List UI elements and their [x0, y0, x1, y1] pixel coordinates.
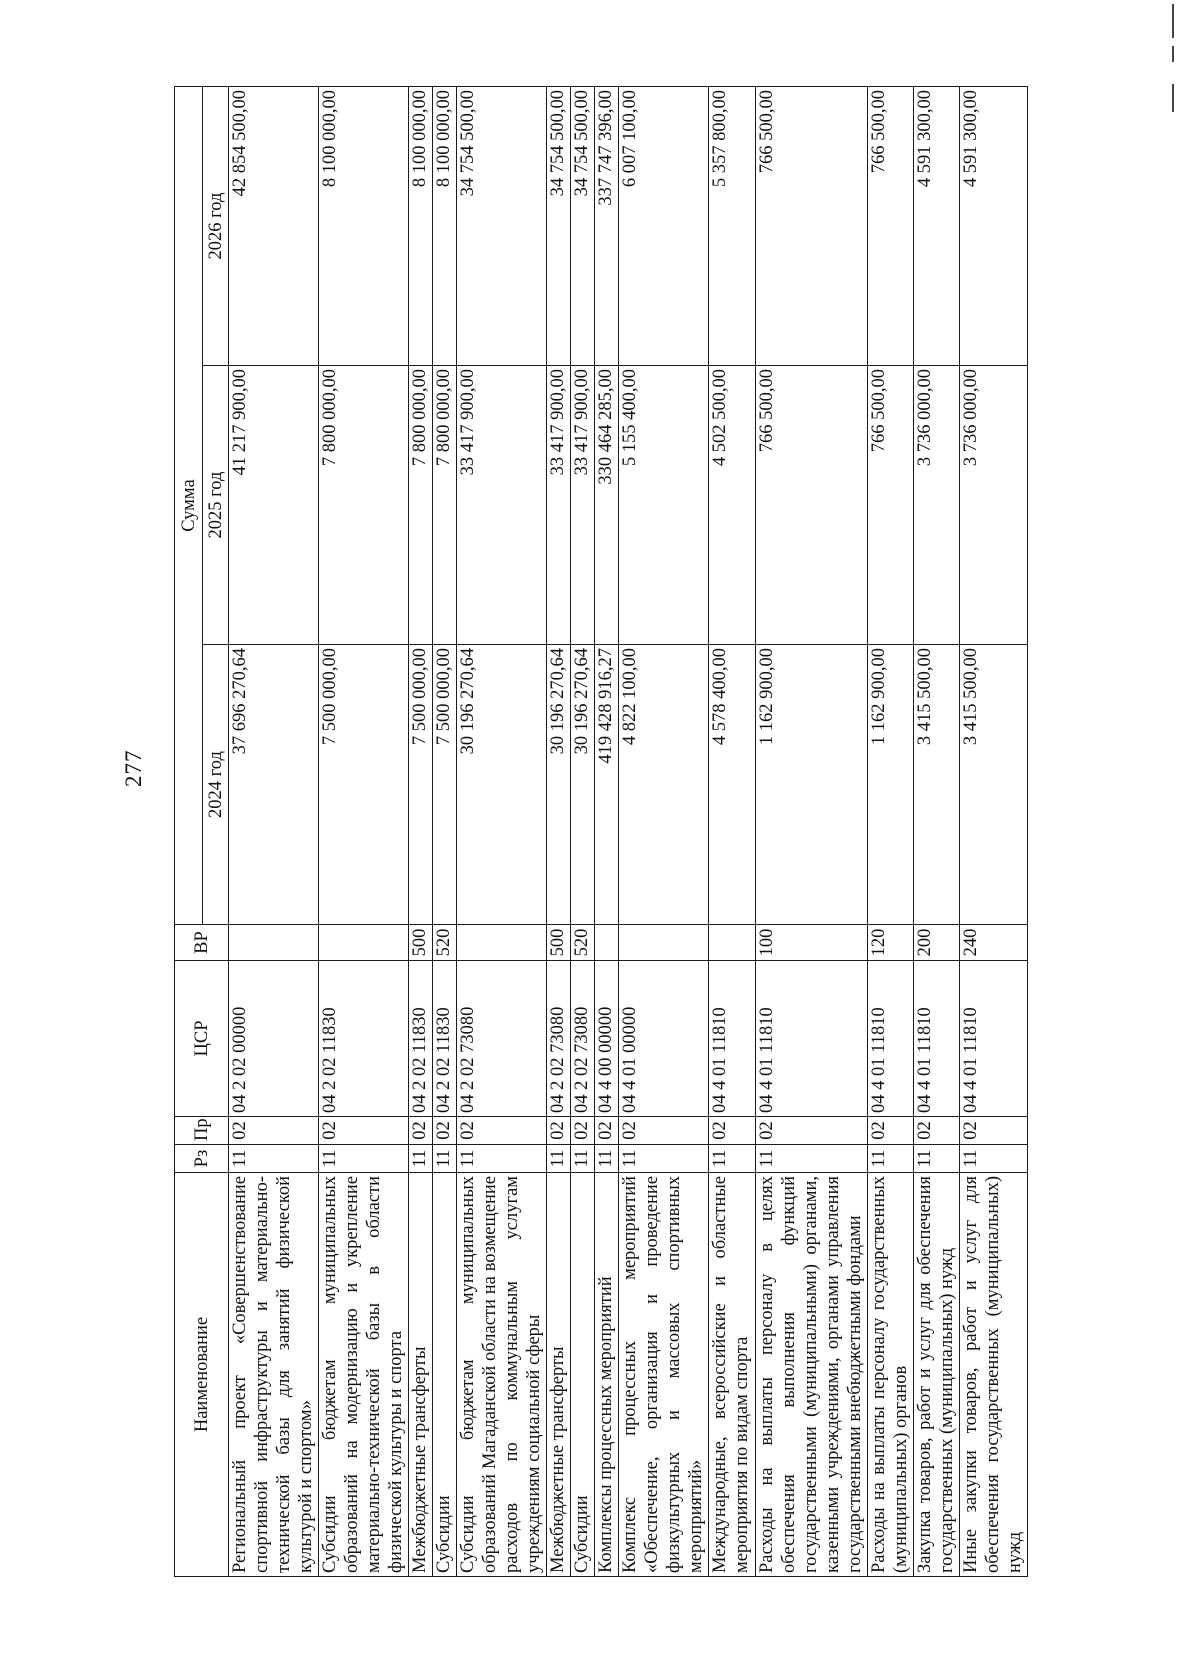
- row-2025: 4 502 500,00: [709, 366, 755, 645]
- row-pr: 02: [709, 1117, 755, 1145]
- row-2025: 33 417 900,00: [546, 366, 570, 645]
- table-row: [595, 87, 619, 1577]
- scan-margin-mark: [1172, 4, 1174, 38]
- row-csr: 04 2 02 73080: [546, 961, 570, 1117]
- row-2026: 766 500,00: [867, 87, 913, 366]
- row-vr: 120: [867, 925, 913, 961]
- row-name: Комплекс процессных мероприятий «Обеспечение, организация и проведение физкультурных и массовых спортивных мероприятий»: [619, 1173, 709, 1577]
- header-rz: Рз: [175, 1145, 229, 1173]
- header-pr: Пр: [175, 1117, 229, 1145]
- row-rz: 11: [867, 1145, 913, 1173]
- row-rz: 11: [619, 1145, 709, 1173]
- row-vr: [709, 925, 755, 961]
- row-name: Межбюджетные трансферты: [408, 1173, 432, 1577]
- row-2026: 337 747 396,00: [595, 87, 619, 366]
- row-csr: 04 2 02 00000: [229, 961, 319, 1117]
- row-pr: 02: [546, 1117, 570, 1145]
- rotated-table-wrapper: [174, 87, 1028, 1577]
- row-2026: 34 754 500,00: [546, 87, 570, 366]
- row-2024: 419 428 916,27: [595, 645, 619, 925]
- row-2026: 766 500,00: [755, 87, 867, 366]
- row-name: Межбюджетные трансферты: [546, 1173, 570, 1577]
- row-2025: 7 800 000,00: [432, 366, 456, 645]
- page-number: 277: [121, 749, 146, 787]
- row-2026: 6 007 100,00: [619, 87, 709, 366]
- row-2024: 3 415 500,00: [960, 645, 1028, 925]
- row-pr: 02: [408, 1117, 432, 1145]
- row-name: Субсидии бюджетам муниципальных образований на модернизацию и укрепление материально-технической базы в области физической культуры и спорта: [318, 1173, 408, 1577]
- row-rz: 11: [755, 1145, 867, 1173]
- row-2026: 5 357 800,00: [709, 87, 755, 366]
- row-2026: 8 100 000,00: [318, 87, 408, 366]
- row-pr: 02: [318, 1117, 408, 1145]
- row-2026: 8 100 000,00: [432, 87, 456, 366]
- row-2024: 1 162 900,00: [755, 645, 867, 925]
- row-2024: 30 196 270,64: [456, 645, 546, 925]
- row-csr: 04 4 01 11810: [709, 961, 755, 1117]
- row-vr: 200: [913, 925, 959, 961]
- row-pr: 02: [960, 1117, 1028, 1145]
- table-row: [619, 87, 709, 1577]
- row-2024: 7 500 000,00: [432, 645, 456, 925]
- row-rz: 11: [960, 1145, 1028, 1173]
- scan-margin-mark: [1172, 84, 1174, 112]
- row-2025: 7 800 000,00: [318, 366, 408, 645]
- row-rz: 11: [456, 1145, 546, 1173]
- table-row: [570, 87, 594, 1577]
- row-csr: 04 4 00 00000: [595, 961, 619, 1117]
- row-csr: 04 2 02 73080: [456, 961, 546, 1117]
- header-2025: 2025 год: [203, 366, 229, 645]
- row-vr: [229, 925, 319, 961]
- row-name: Комплексы процессных мероприятий: [595, 1173, 619, 1577]
- table-row: [318, 87, 408, 1577]
- table-row: [755, 87, 867, 1577]
- row-csr: 04 2 02 73080: [570, 961, 594, 1117]
- table-row: [229, 87, 319, 1577]
- row-pr: 02: [619, 1117, 709, 1145]
- table-row: [709, 87, 755, 1577]
- header-sum: Сумма: [175, 87, 203, 925]
- row-vr: [595, 925, 619, 961]
- table-row: [546, 87, 570, 1577]
- scan-margin-mark: [1172, 46, 1174, 62]
- row-pr: 02: [595, 1117, 619, 1145]
- row-csr: 04 4 01 11810: [755, 961, 867, 1117]
- row-rz: 11: [709, 1145, 755, 1173]
- row-vr: 520: [570, 925, 594, 961]
- row-2026: 42 854 500,00: [229, 87, 319, 366]
- row-2024: 7 500 000,00: [408, 645, 432, 925]
- row-2025: 766 500,00: [867, 366, 913, 645]
- table-row: [913, 87, 959, 1577]
- row-vr: 520: [432, 925, 456, 961]
- row-2025: 3 736 000,00: [913, 366, 959, 645]
- row-name: Расходы на выплаты персоналу государственных (муниципальных) органов: [867, 1173, 913, 1577]
- table-row: [456, 87, 546, 1577]
- row-2025: 33 417 900,00: [570, 366, 594, 645]
- row-pr: 02: [867, 1117, 913, 1145]
- row-csr: 04 4 01 11810: [913, 961, 959, 1117]
- row-vr: [318, 925, 408, 961]
- row-2024: 1 162 900,00: [867, 645, 913, 925]
- row-rz: 11: [318, 1145, 408, 1173]
- row-csr: 04 4 01 11810: [960, 961, 1028, 1117]
- row-name: Субсидии бюджетам муниципальных образований Магаданской области на возмещение расходов по коммунальным услугам учреждениям социальной сферы: [456, 1173, 546, 1577]
- row-csr: 04 2 02 11830: [408, 961, 432, 1117]
- row-pr: 02: [456, 1117, 546, 1145]
- row-vr: [619, 925, 709, 961]
- header-2026: 2026 год: [203, 87, 229, 366]
- row-name: Субсидии: [432, 1173, 456, 1577]
- row-2025: 41 217 900,00: [229, 366, 319, 645]
- row-2026: 4 591 300,00: [913, 87, 959, 366]
- row-2025: 33 417 900,00: [456, 366, 546, 645]
- row-2025: 766 500,00: [755, 366, 867, 645]
- table-row: [867, 87, 913, 1577]
- row-2025: 330 464 285,00: [595, 366, 619, 645]
- row-2024: 3 415 500,00: [913, 645, 959, 925]
- header-name: Наименование: [175, 1173, 229, 1577]
- row-csr: 04 2 02 11830: [432, 961, 456, 1117]
- row-2026: 34 754 500,00: [570, 87, 594, 366]
- row-rz: 11: [595, 1145, 619, 1173]
- row-2025: 7 800 000,00: [408, 366, 432, 645]
- row-2024: 4 822 100,00: [619, 645, 709, 925]
- header-vr: ВР: [175, 925, 229, 961]
- row-name: Региональный проект «Совершенствование спортивной инфраструктуры и материально-технической базы для занятий физической культурой и спортом»: [229, 1173, 319, 1577]
- row-name: Закупка товаров, работ и услуг для обеспечения государственных (муниципальных) нужд: [913, 1173, 959, 1577]
- row-rz: 11: [913, 1145, 959, 1173]
- row-2024: 4 578 400,00: [709, 645, 755, 925]
- row-pr: 02: [913, 1117, 959, 1145]
- row-csr: 04 4 01 11810: [867, 961, 913, 1117]
- row-2024: 30 196 270,64: [546, 645, 570, 925]
- header-2024: 2024 год: [203, 645, 229, 925]
- row-vr: 240: [960, 925, 1028, 961]
- row-vr: [456, 925, 546, 961]
- row-csr: 04 4 01 00000: [619, 961, 709, 1117]
- row-vr: 100: [755, 925, 867, 961]
- row-2024: 37 696 270,64: [229, 645, 319, 925]
- row-rz: 11: [229, 1145, 319, 1173]
- table-row: [432, 87, 456, 1577]
- row-2025: 3 736 000,00: [960, 366, 1028, 645]
- row-rz: 11: [546, 1145, 570, 1173]
- row-rz: 11: [408, 1145, 432, 1173]
- row-name: Расходы на выплаты персоналу в целях обеспечения выполнения функций государственными (муниципальными) органами, казенными учреждениями, органами управления государственными внебюджетными фондами: [755, 1173, 867, 1577]
- row-vr: 500: [546, 925, 570, 961]
- row-pr: 02: [570, 1117, 594, 1145]
- row-2024: 7 500 000,00: [318, 645, 408, 925]
- row-pr: 02: [432, 1117, 456, 1145]
- row-name: Иные закупки товаров, работ и услуг для обеспечения государственных (муниципальных) нужд: [960, 1173, 1028, 1577]
- header-row: [175, 87, 203, 1577]
- row-2024: 30 196 270,64: [570, 645, 594, 925]
- row-2026: 4 591 300,00: [960, 87, 1028, 366]
- row-pr: 02: [755, 1117, 867, 1145]
- row-rz: 11: [432, 1145, 456, 1173]
- budget-table: [174, 86, 1028, 1577]
- row-vr: 500: [408, 925, 432, 961]
- table-row: [408, 87, 432, 1577]
- row-pr: 02: [229, 1117, 319, 1145]
- row-csr: 04 2 02 11830: [318, 961, 408, 1117]
- row-2026: 34 754 500,00: [456, 87, 546, 366]
- table-row: [960, 87, 1028, 1577]
- row-2026: 8 100 000,00: [408, 87, 432, 366]
- row-name: Субсидии: [570, 1173, 594, 1577]
- row-2025: 5 155 400,00: [619, 366, 709, 645]
- header-csr: ЦСР: [175, 961, 229, 1117]
- row-rz: 11: [570, 1145, 594, 1173]
- row-name: Международные, всероссийские и областные мероприятия по видам спорта: [709, 1173, 755, 1577]
